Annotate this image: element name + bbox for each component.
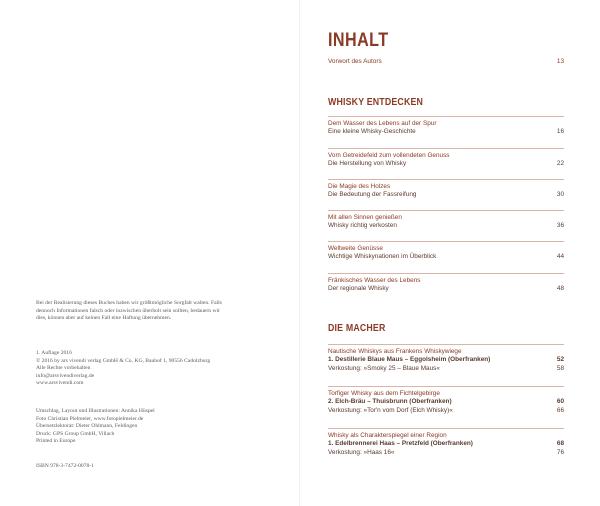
toc-title: INHALT — [328, 30, 389, 51]
imprint-line: Foto Christian Pielmeier, www.fotopielmeier.de — [36, 415, 144, 422]
toc-entry-line — [328, 160, 564, 168]
entry-divider — [328, 273, 564, 274]
toc-entry-text: Weltweite Genüsse — [328, 245, 383, 252]
toc-entry-line — [328, 277, 564, 285]
toc-entry[interactable] — [328, 152, 564, 169]
imprint-line: Übersetzlektorat: Dieter Ohlmann, Feldingen — [36, 423, 138, 430]
entry-divider — [328, 428, 564, 429]
toc-entry-subtitle: Die Herstellung von Whisky — [328, 160, 407, 168]
toc-entry-line — [328, 285, 564, 293]
imprint-line: Printed in Europe — [36, 438, 76, 445]
toc-entry[interactable] — [328, 183, 564, 200]
toc-entry-subtitle: Die Bedeutung der Fassreifung — [328, 191, 417, 199]
toc-entry-line — [328, 440, 564, 448]
toc-entry[interactable] — [328, 390, 564, 415]
toc-entry-text: Vom Getreidefeld zum vollendeten Genuss — [328, 152, 450, 159]
toc-entry-distillery: 1. Destillerie Blaue Maus – Eggolsheim (Oberfranken) — [328, 356, 491, 364]
toc-entry-line — [328, 222, 564, 230]
entry-divider — [328, 344, 564, 345]
imprint-line: Druck: GPS Group GmbH, Villach — [36, 430, 115, 437]
toc-entry[interactable] — [328, 277, 564, 294]
toc-entry[interactable] — [328, 214, 564, 231]
toc-entry-text: Nautische Whiskys aus Frankens Whiskywiege — [328, 348, 462, 355]
toc-page-number: 13 — [556, 58, 564, 65]
toc-page-number: 36 — [556, 222, 564, 230]
entry-divider — [328, 241, 564, 242]
toc-entry-line — [328, 432, 564, 440]
isbn-line: ISBN 978-3-7472-0078-1 — [36, 463, 94, 469]
imprint-line: dies, können aber auf keinen Fall eine Haftung übernehmen. — [36, 315, 172, 322]
entry-divider — [328, 148, 564, 149]
toc-entry-line — [328, 58, 564, 66]
imprint-line: www.arsvivendi.com — [36, 380, 84, 387]
imprint-line: Bei der Realisierung dieses Buches haben wir größtmögliche Sorgfalt walten. Falls — [36, 300, 222, 306]
toc-entry-subtitle: Wichtige Whiskynationen im Überblick — [328, 253, 437, 261]
imprint-isbn — [36, 463, 94, 471]
toc-entry-line — [328, 253, 564, 261]
toc-page-number: 66 — [556, 406, 564, 414]
toc-entry-text: Vorwort des Autors — [328, 58, 382, 65]
toc-entry-subtitle: Eine kleine Whisky-Geschichte — [328, 128, 416, 136]
toc-entry-line — [328, 407, 564, 415]
toc-entry-line — [328, 152, 564, 160]
toc-page-number: 52 — [556, 356, 564, 364]
toc-entry-line — [328, 390, 564, 398]
section-heading-die-macher: DIE MACHER — [328, 323, 386, 334]
imprint-edition — [36, 350, 210, 388]
toc-page-number: 76 — [556, 448, 564, 456]
toc-page-number: 48 — [556, 285, 564, 293]
imprint-line: info@arsvivendiverlag.de — [36, 372, 95, 379]
toc-page — [300, 0, 600, 506]
toc-entry-distillery: 1. Edelbrennerei Haas – Pretzfeld (Oberfranken) — [328, 440, 473, 448]
toc-entry-distillery: 2. Elch-Bräu – Thuisbrunn (Oberfranken) — [328, 398, 452, 406]
entry-divider — [328, 210, 564, 211]
toc-entry[interactable] — [328, 432, 564, 457]
imprint-credits — [36, 408, 155, 446]
toc-entry-line — [328, 214, 564, 222]
imprint-line: dennoch Informationen falsch oder inzwischen überholt sein sollten, bedauern wir — [36, 307, 220, 314]
toc-page-number: 60 — [556, 398, 564, 406]
entry-divider — [328, 386, 564, 387]
imprint-line: Alle Rechte vorbehalten — [36, 365, 91, 372]
toc-entry-tasting: Verkostung: »Tor'n vom Dorf (Elch Whisky)« — [328, 406, 453, 414]
section-heading-whisky-entdecken: WHISKY ENTDECKEN — [328, 97, 424, 108]
imprint-line: 1. Auflage 2016 — [36, 350, 72, 356]
imprint-disclaimer — [36, 300, 222, 323]
imprint-line: © 2016 by ars vivendi verlag GmbH & Co. KG, Bauhof 1, 90556 Cadolzburg — [36, 357, 211, 364]
toc-entry-text: Fränkisches Wasser des Lebens — [328, 277, 421, 284]
toc-entry-text: Mit allen Sinnen genießen — [328, 214, 402, 221]
toc-entry-line — [328, 191, 564, 199]
toc-entry-line — [328, 365, 564, 373]
entry-divider — [328, 179, 564, 180]
toc-page-number: 68 — [556, 440, 564, 448]
toc-entry-text: Torfiger Whisky aus dem Fichtelgebirge — [328, 390, 440, 397]
imprint-line: Umschlag, Layout und Illustrationen: Annika Hüspel — [36, 408, 155, 414]
toc-entry-line — [328, 449, 564, 457]
toc-entry-line — [328, 120, 564, 128]
toc-entry[interactable] — [328, 348, 564, 373]
toc-entry-subtitle: Whisky richtig verkosten — [328, 222, 397, 230]
toc-entry-tasting: Verkostung: »Haas 16« — [328, 448, 395, 456]
toc-entry-text: Whisky als Charakterspiegel einer Region — [328, 432, 447, 439]
toc-page-number: 16 — [556, 128, 564, 136]
toc-entry-vorwort[interactable] — [328, 58, 564, 66]
entry-divider — [328, 116, 564, 117]
toc-page-number: 22 — [556, 160, 564, 168]
toc-page-number: 30 — [556, 191, 564, 199]
toc-entry-line — [328, 128, 564, 136]
toc-entry-text: Dem Wasser des Lebens auf der Spur — [328, 120, 437, 127]
toc-page-number: 58 — [556, 364, 564, 372]
toc-entry-tasting: Verkostung: »Smoky 25 – Blaue Maus« — [328, 364, 440, 372]
toc-entry-subtitle: Der regionale Whisky — [328, 285, 389, 293]
toc-entry-line — [328, 398, 564, 406]
toc-entry-text: Die Magie des Holzes — [328, 183, 391, 190]
toc-entry[interactable] — [328, 120, 564, 137]
toc-entry[interactable] — [328, 245, 564, 262]
toc-page-number: 44 — [556, 253, 564, 261]
toc-entry-line — [328, 348, 564, 356]
toc-entry-line — [328, 356, 564, 364]
toc-entry-line — [328, 183, 564, 191]
